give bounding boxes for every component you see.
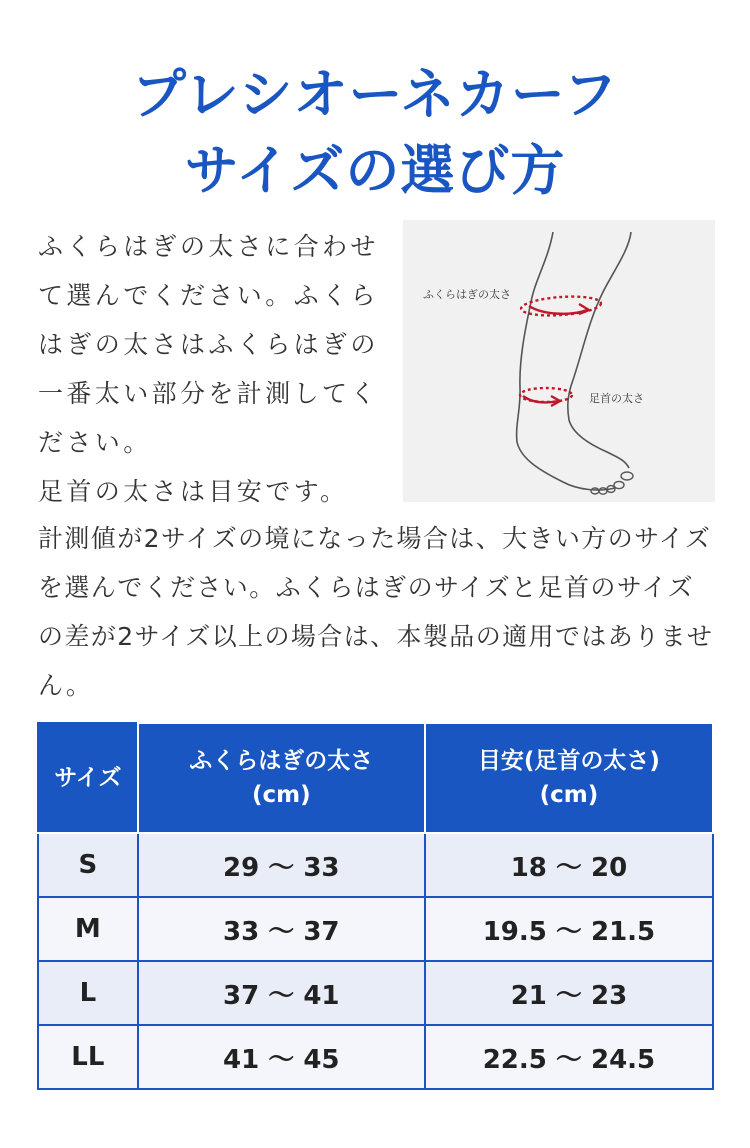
cell-size: S <box>38 833 138 897</box>
table-row <box>38 961 713 1025</box>
header-calf-unit: (cm) <box>251 782 311 808</box>
ankle-measure-marker <box>520 388 572 406</box>
cell-calf: 41 ～ 45 <box>138 1025 425 1089</box>
leg-back-outline <box>517 232 615 490</box>
cell-ankle: 22.5 ～ 24.5 <box>425 1025 713 1089</box>
header-ankle-label: 目安(足首の太さ) <box>477 748 660 774</box>
size-table <box>37 722 714 1090</box>
header-ankle <box>425 723 713 833</box>
intro-text <box>38 222 383 516</box>
leg-drawing <box>403 220 715 502</box>
size-table-header <box>38 723 713 833</box>
table-row <box>38 897 713 961</box>
calf-label: ふくらはぎの太さ <box>423 288 511 301</box>
cell-ankle: 19.5 ～ 21.5 <box>425 897 713 961</box>
header-calf <box>138 723 425 833</box>
toes <box>591 472 633 494</box>
leg-measurement-illustration <box>403 220 715 502</box>
cell-ankle: 21 ～ 23 <box>425 961 713 1025</box>
header-calf-label: ふくらはぎの太さ <box>189 748 374 774</box>
table-row <box>38 833 713 897</box>
cell-calf: 29 ～ 33 <box>138 833 425 897</box>
header-ankle-unit: (cm) <box>539 782 599 808</box>
size-guidance-text: 計測値が2サイズの境になった場合は、大きい方のサイズを選んでください。ふくらはぎのサイズと足首のサイズの差が2サイズ以上の場合は、本製品の適用ではありません。 <box>38 524 714 700</box>
page-subtitle: サイズの選び方 <box>184 139 566 202</box>
leg-front-outline <box>568 232 631 468</box>
cell-ankle: 18 ～ 20 <box>425 833 713 897</box>
intro-paragraph-ankle: 足首の太さは目安です。 <box>38 477 349 506</box>
cell-size: LL <box>38 1025 138 1089</box>
cell-calf: 33 ～ 37 <box>138 897 425 961</box>
cell-size: L <box>38 961 138 1025</box>
page-title: プレシオーネカーフ <box>131 63 619 126</box>
intro-paragraph-calf: ふくらはぎの太さに合わせて選んでください。ふくらはぎの太さはふくらはぎの一番太い部分を計測してください。 <box>38 232 379 457</box>
ankle-label: 足首の太さ <box>589 392 644 405</box>
cell-calf: 37 ～ 41 <box>138 961 425 1025</box>
header-size: サイズ <box>38 723 138 833</box>
table-row <box>38 1025 713 1089</box>
cell-size: M <box>38 897 138 961</box>
